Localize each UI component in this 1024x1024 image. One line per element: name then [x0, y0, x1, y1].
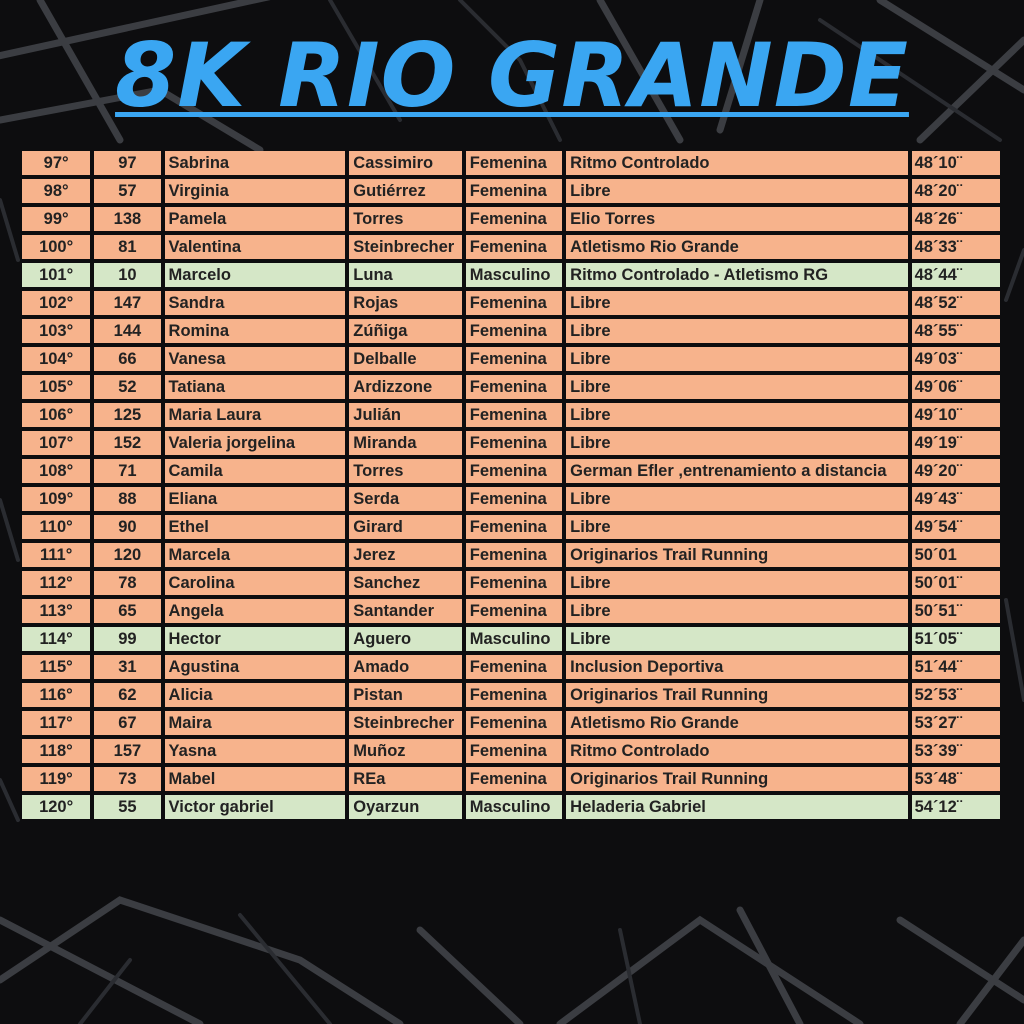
- first-name-cell: Alicia: [165, 683, 346, 707]
- bib-number-cell: 97: [94, 151, 160, 175]
- first-name-cell: Sandra: [165, 291, 346, 315]
- first-name-cell: Camila: [165, 459, 346, 483]
- table-row: [22, 487, 1000, 511]
- category-cell: Femenina: [466, 599, 562, 623]
- category-cell: Femenina: [466, 207, 562, 231]
- bib-number-cell: 90: [94, 515, 160, 539]
- category-cell: Femenina: [466, 235, 562, 259]
- time-cell: 49´20¨: [912, 459, 1000, 483]
- team-cell: Elio Torres: [566, 207, 907, 231]
- category-cell: Femenina: [466, 543, 562, 567]
- bib-number-cell: 52: [94, 375, 160, 399]
- bib-number-cell: 10: [94, 263, 160, 287]
- time-cell: 48´55¨: [912, 319, 1000, 343]
- bib-number-cell: 99: [94, 627, 160, 651]
- team-cell: Libre: [566, 319, 907, 343]
- first-name-cell: Marcelo: [165, 263, 346, 287]
- position-cell: 97°: [22, 151, 90, 175]
- position-cell: 116°: [22, 683, 90, 707]
- last-name-cell: Steinbrecher: [349, 235, 461, 259]
- bib-number-cell: 152: [94, 431, 160, 455]
- bib-number-cell: 66: [94, 347, 160, 371]
- last-name-cell: Sanchez: [349, 571, 461, 595]
- position-cell: 120°: [22, 795, 90, 819]
- time-cell: 53´39¨: [912, 739, 1000, 763]
- table-row: [22, 683, 1000, 707]
- last-name-cell: Torres: [349, 207, 461, 231]
- time-cell: 48´26¨: [912, 207, 1000, 231]
- table-row: [22, 179, 1000, 203]
- category-cell: Femenina: [466, 515, 562, 539]
- first-name-cell: Yasna: [165, 739, 346, 763]
- first-name-cell: Ethel: [165, 515, 346, 539]
- team-cell: Libre: [566, 291, 907, 315]
- time-cell: 51´44¨: [912, 655, 1000, 679]
- time-cell: 48´20¨: [912, 179, 1000, 203]
- table-row: [22, 151, 1000, 175]
- first-name-cell: Agustina: [165, 655, 346, 679]
- team-cell: German Efler ,entrenamiento a distancia: [566, 459, 907, 483]
- bib-number-cell: 88: [94, 487, 160, 511]
- table-row: [22, 263, 1000, 287]
- time-cell: 49´03¨: [912, 347, 1000, 371]
- category-cell: Femenina: [466, 711, 562, 735]
- bib-number-cell: 78: [94, 571, 160, 595]
- category-cell: Femenina: [466, 375, 562, 399]
- position-cell: 109°: [22, 487, 90, 511]
- results-rows: [22, 151, 1000, 819]
- bib-number-cell: 81: [94, 235, 160, 259]
- category-cell: Femenina: [466, 571, 562, 595]
- team-cell: Libre: [566, 403, 907, 427]
- last-name-cell: Miranda: [349, 431, 461, 455]
- first-name-cell: Mabel: [165, 767, 346, 791]
- bib-number-cell: 71: [94, 459, 160, 483]
- table-row: [22, 403, 1000, 427]
- position-cell: 104°: [22, 347, 90, 371]
- position-cell: 103°: [22, 319, 90, 343]
- first-name-cell: Marcela: [165, 543, 346, 567]
- first-name-cell: Vanesa: [165, 347, 346, 371]
- first-name-cell: Romina: [165, 319, 346, 343]
- time-cell: 49´06¨: [912, 375, 1000, 399]
- first-name-cell: Valeria jorgelina: [165, 431, 346, 455]
- category-cell: Femenina: [466, 487, 562, 511]
- team-cell: Ritmo Controlado: [566, 739, 907, 763]
- last-name-cell: Rojas: [349, 291, 461, 315]
- time-cell: 50´01: [912, 543, 1000, 567]
- team-cell: Atletismo Rio Grande: [566, 711, 907, 735]
- time-cell: 48´44¨: [912, 263, 1000, 287]
- first-name-cell: Virginia: [165, 179, 346, 203]
- first-name-cell: Maria Laura: [165, 403, 346, 427]
- team-cell: Atletismo Rio Grande: [566, 235, 907, 259]
- first-name-cell: Tatiana: [165, 375, 346, 399]
- table-row: [22, 431, 1000, 455]
- category-cell: Femenina: [466, 403, 562, 427]
- category-cell: Femenina: [466, 655, 562, 679]
- last-name-cell: Julián: [349, 403, 461, 427]
- results-table: [18, 147, 1004, 823]
- team-cell: Libre: [566, 599, 907, 623]
- time-cell: 49´54¨: [912, 515, 1000, 539]
- position-cell: 111°: [22, 543, 90, 567]
- category-cell: Femenina: [466, 767, 562, 791]
- table-row: [22, 627, 1000, 651]
- category-cell: Masculino: [466, 263, 562, 287]
- position-cell: 119°: [22, 767, 90, 791]
- page-title: 8K RIO GRANDE: [115, 24, 909, 127]
- time-cell: 48´10¨: [912, 151, 1000, 175]
- first-name-cell: Maira: [165, 711, 346, 735]
- table-row: [22, 711, 1000, 735]
- last-name-cell: Pistan: [349, 683, 461, 707]
- last-name-cell: Aguero: [349, 627, 461, 651]
- table-row: [22, 571, 1000, 595]
- category-cell: Femenina: [466, 347, 562, 371]
- position-cell: 113°: [22, 599, 90, 623]
- first-name-cell: Valentina: [165, 235, 346, 259]
- time-cell: 49´10¨: [912, 403, 1000, 427]
- bib-number-cell: 73: [94, 767, 160, 791]
- table-row: [22, 459, 1000, 483]
- team-cell: Originarios Trail Running: [566, 543, 907, 567]
- position-cell: 102°: [22, 291, 90, 315]
- time-cell: 52´53¨: [912, 683, 1000, 707]
- time-cell: 48´52¨: [912, 291, 1000, 315]
- first-name-cell: Sabrina: [165, 151, 346, 175]
- table-row: [22, 347, 1000, 371]
- team-cell: Ritmo Controlado: [566, 151, 907, 175]
- team-cell: Inclusion Deportiva: [566, 655, 907, 679]
- time-cell: 48´33¨: [912, 235, 1000, 259]
- position-cell: 100°: [22, 235, 90, 259]
- last-name-cell: Delballe: [349, 347, 461, 371]
- category-cell: Masculino: [466, 627, 562, 651]
- first-name-cell: Angela: [165, 599, 346, 623]
- bib-number-cell: 147: [94, 291, 160, 315]
- last-name-cell: Gutiérrez: [349, 179, 461, 203]
- bib-number-cell: 65: [94, 599, 160, 623]
- position-cell: 114°: [22, 627, 90, 651]
- time-cell: 50´51¨: [912, 599, 1000, 623]
- team-cell: Libre: [566, 179, 907, 203]
- team-cell: Libre: [566, 347, 907, 371]
- position-cell: 107°: [22, 431, 90, 455]
- position-cell: 115°: [22, 655, 90, 679]
- first-name-cell: Hector: [165, 627, 346, 651]
- table-row: [22, 235, 1000, 259]
- table-row: [22, 739, 1000, 763]
- last-name-cell: Oyarzun: [349, 795, 461, 819]
- table-row: [22, 207, 1000, 231]
- position-cell: 117°: [22, 711, 90, 735]
- table-row: [22, 543, 1000, 567]
- last-name-cell: Muñoz: [349, 739, 461, 763]
- team-cell: Libre: [566, 487, 907, 511]
- last-name-cell: Amado: [349, 655, 461, 679]
- position-cell: 112°: [22, 571, 90, 595]
- results-table-container: [18, 147, 1004, 823]
- team-cell: Libre: [566, 375, 907, 399]
- position-cell: 101°: [22, 263, 90, 287]
- category-cell: Masculino: [466, 795, 562, 819]
- position-cell: 106°: [22, 403, 90, 427]
- last-name-cell: Torres: [349, 459, 461, 483]
- time-cell: 49´43¨: [912, 487, 1000, 511]
- team-cell: Originarios Trail Running: [566, 683, 907, 707]
- team-cell: Originarios Trail Running: [566, 767, 907, 791]
- bib-number-cell: 138: [94, 207, 160, 231]
- time-cell: 51´05¨: [912, 627, 1000, 651]
- team-cell: Libre: [566, 627, 907, 651]
- table-row: [22, 319, 1000, 343]
- last-name-cell: Cassimiro: [349, 151, 461, 175]
- category-cell: Femenina: [466, 459, 562, 483]
- table-row: [22, 795, 1000, 819]
- first-name-cell: Carolina: [165, 571, 346, 595]
- category-cell: Femenina: [466, 739, 562, 763]
- last-name-cell: Ardizzone: [349, 375, 461, 399]
- position-cell: 108°: [22, 459, 90, 483]
- time-cell: 54´12¨: [912, 795, 1000, 819]
- team-cell: Libre: [566, 431, 907, 455]
- last-name-cell: Girard: [349, 515, 461, 539]
- first-name-cell: Pamela: [165, 207, 346, 231]
- position-cell: 105°: [22, 375, 90, 399]
- last-name-cell: Zúñiga: [349, 319, 461, 343]
- bib-number-cell: 144: [94, 319, 160, 343]
- bib-number-cell: 120: [94, 543, 160, 567]
- last-name-cell: Santander: [349, 599, 461, 623]
- bib-number-cell: 57: [94, 179, 160, 203]
- team-cell: Libre: [566, 571, 907, 595]
- bib-number-cell: 62: [94, 683, 160, 707]
- table-row: [22, 291, 1000, 315]
- team-cell: Ritmo Controlado - Atletismo RG: [566, 263, 907, 287]
- position-cell: 98°: [22, 179, 90, 203]
- time-cell: 53´48¨: [912, 767, 1000, 791]
- team-cell: Libre: [566, 515, 907, 539]
- bib-number-cell: 157: [94, 739, 160, 763]
- position-cell: 110°: [22, 515, 90, 539]
- last-name-cell: Jerez: [349, 543, 461, 567]
- category-cell: Femenina: [466, 151, 562, 175]
- category-cell: Femenina: [466, 683, 562, 707]
- team-cell: Heladeria Gabriel: [566, 795, 907, 819]
- bib-number-cell: 31: [94, 655, 160, 679]
- last-name-cell: Luna: [349, 263, 461, 287]
- last-name-cell: REa: [349, 767, 461, 791]
- position-cell: 99°: [22, 207, 90, 231]
- time-cell: 53´27¨: [912, 711, 1000, 735]
- last-name-cell: Serda: [349, 487, 461, 511]
- table-row: [22, 515, 1000, 539]
- position-cell: 118°: [22, 739, 90, 763]
- first-name-cell: Eliana: [165, 487, 346, 511]
- time-cell: 50´01¨: [912, 571, 1000, 595]
- bib-number-cell: 125: [94, 403, 160, 427]
- category-cell: Femenina: [466, 319, 562, 343]
- time-cell: 49´19¨: [912, 431, 1000, 455]
- table-row: [22, 767, 1000, 791]
- table-row: [22, 375, 1000, 399]
- table-row: [22, 655, 1000, 679]
- category-cell: Femenina: [466, 431, 562, 455]
- category-cell: Femenina: [466, 291, 562, 315]
- bib-number-cell: 67: [94, 711, 160, 735]
- category-cell: Femenina: [466, 179, 562, 203]
- bib-number-cell: 55: [94, 795, 160, 819]
- table-row: [22, 599, 1000, 623]
- last-name-cell: Steinbrecher: [349, 711, 461, 735]
- first-name-cell: Victor gabriel: [165, 795, 346, 819]
